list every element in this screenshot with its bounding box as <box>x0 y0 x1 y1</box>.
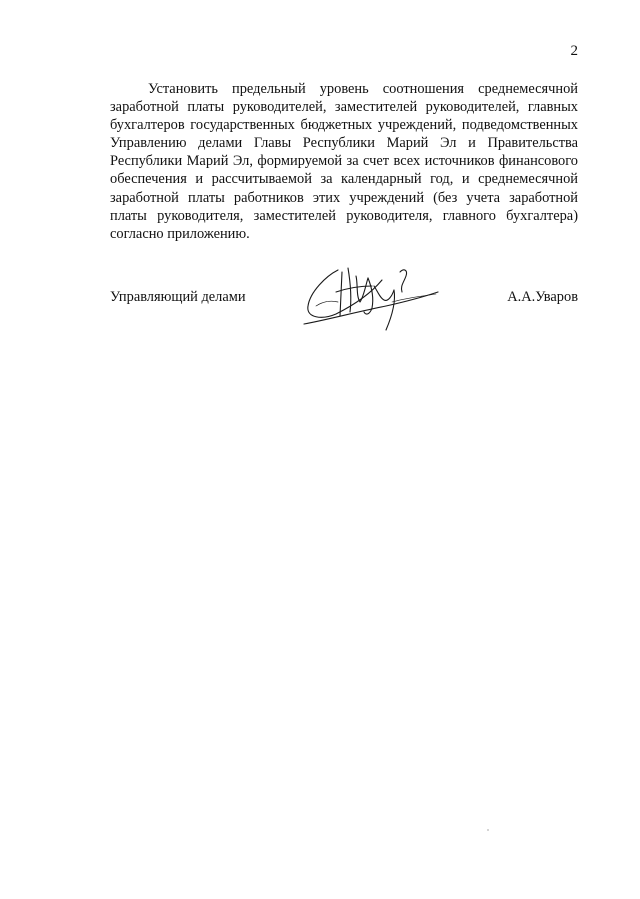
handwritten-signature <box>296 262 446 342</box>
body-paragraph: Установить предельный уровень соотношения среднемесячной заработной платы руководителей, заместителей руководителей, главных бухгалтеров государственных бюджетных учреждений, подведомственных Управлению делами Главы Республики Марий Эл и Правительства Республики Марий Эл, формируемой за счет всех источников финансового обеспечения и рассчитываемой за календарный год, и среднемесячной заработной платы работников этих учреждений (без учета заработной платы руководителя, заместителей руководителя, главного бухгалтера) согласно приложению. <box>110 81 578 242</box>
scan-speck <box>487 829 489 831</box>
signer-name: А.А.Уваров <box>507 289 578 305</box>
signer-title: Управляющий делами <box>110 289 246 305</box>
signature-block <box>110 284 578 344</box>
page-number: 2 <box>570 43 578 59</box>
